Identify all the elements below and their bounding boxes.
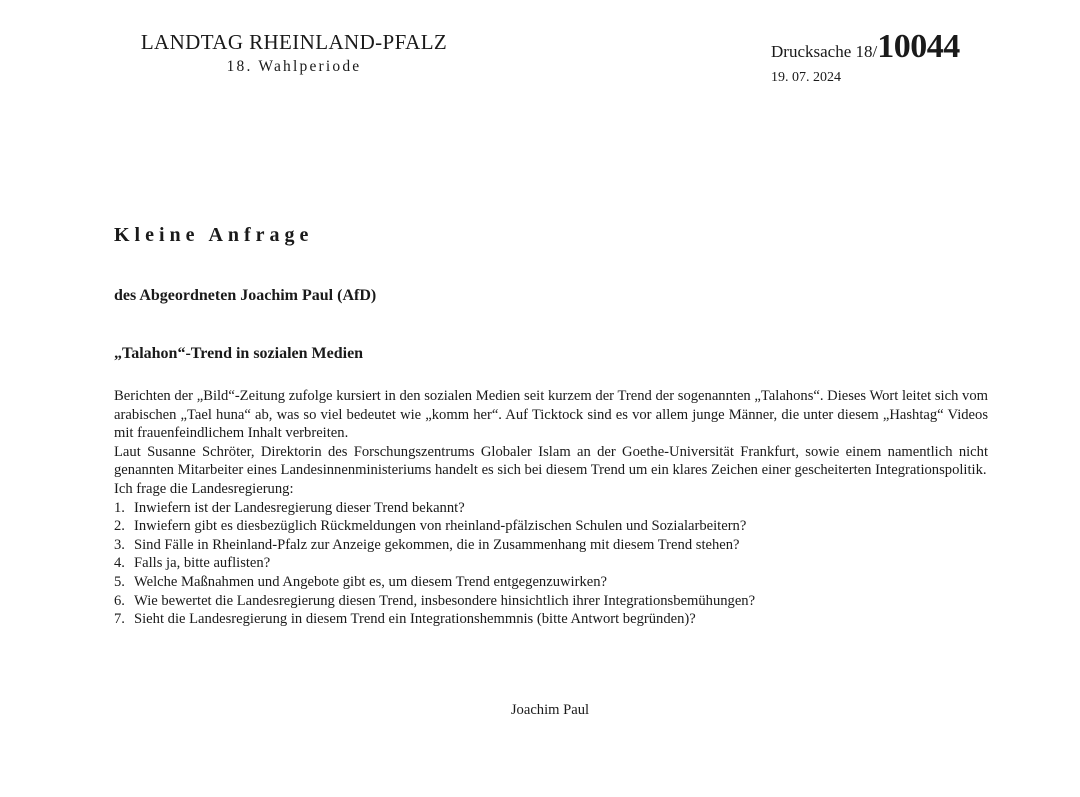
- questions-intro: Ich frage die Landesregierung:: [114, 480, 294, 497]
- drucksache-label: Drucksache 18/: [771, 42, 878, 61]
- question-number: 7.: [114, 611, 125, 628]
- question-number: 3.: [114, 536, 125, 553]
- question-text: Sieht die Landesregierung in diesem Trend ein Integrationshemmnis (bitte Antwort begründen)?: [134, 611, 696, 628]
- question-text: Sind Fälle in Rheinland-Pfalz zur Anzeige gekommen, die in Zusammenhang mit diesem Trend stehen?: [134, 536, 740, 553]
- document-header: [114, 29, 474, 78]
- question-list: [114, 499, 988, 629]
- signature-name: Joachim Paul: [510, 702, 590, 718]
- question-item: [114, 573, 988, 592]
- question-text: Welche Maßnahmen und Angebote gibt es, um diesem Trend entgegenzuwirken?: [134, 573, 608, 590]
- question-number: 6.: [114, 592, 125, 609]
- question-item: [114, 554, 988, 573]
- drucksache-number: 10044: [877, 28, 960, 65]
- question-item: [114, 517, 988, 536]
- subject-title: „Talahon“-Trend in sozialen Medien: [114, 345, 364, 362]
- question-text: Inwiefern gibt es diesbezüglich Rückmeldungen von rheinland-pfälzischen Schulen und Sozialarbeitern?: [134, 518, 747, 535]
- question-text: Falls ja, bitte auflisten?: [134, 555, 271, 572]
- question-number: 5.: [114, 573, 125, 590]
- author-line: des Abgeordneten Joachim Paul (AfD): [114, 287, 377, 304]
- question-number: 2.: [114, 518, 125, 535]
- document-type-heading: Kleine Anfrage: [114, 224, 314, 246]
- question-item: [114, 610, 988, 629]
- question-number: 1.: [114, 499, 125, 516]
- drucksache-line: [771, 28, 1031, 72]
- document-date: 19. 07. 2024: [771, 70, 841, 85]
- legislative-period: 18. Wahlperiode: [226, 58, 362, 75]
- body-paragraph: Laut Susanne Schröter, Direktorin des Forschungszentrums Globaler Islam an der Goethe-Universität Frankfurt, sowie einem namentlich nicht genannten Mitarbeiter eines Landesinnenministeriums handelt es sich bei diesem Trend um ein klares Zeichen einer gescheiterten Integrationspolitik.: [114, 443, 988, 479]
- question-text: Inwiefern ist der Landesregierung dieser Trend bekannt?: [134, 499, 465, 516]
- question-text: Wie bewertet die Landesregierung diesen Trend, insbesondere hinsichtlich ihrer Integrationsbemühungen?: [134, 592, 756, 609]
- question-item: [114, 499, 988, 518]
- body-paragraph: Berichten der „Bild“-Zeitung zufolge kursiert in den sozialen Medien seit kurzem der Trend der sogenannten „Talahons“. Dieses Wort leitet sich vom arabischen „Tael huna“ ab, was so viel bedeutet wie „komm her“. Auf Ticktock sind es vor allem junge Männer, die unter diesem „Hashtag“ Videos mit frauenfeindlichem Inhalt verbreiten.: [114, 388, 988, 442]
- question-item: [114, 536, 988, 555]
- question-item: [114, 592, 988, 611]
- question-number: 4.: [114, 555, 125, 572]
- parliament-name: LANDTAG RHEINLAND-PFALZ: [140, 30, 448, 54]
- document-body: [114, 387, 988, 629]
- document-reference: [771, 28, 1031, 87]
